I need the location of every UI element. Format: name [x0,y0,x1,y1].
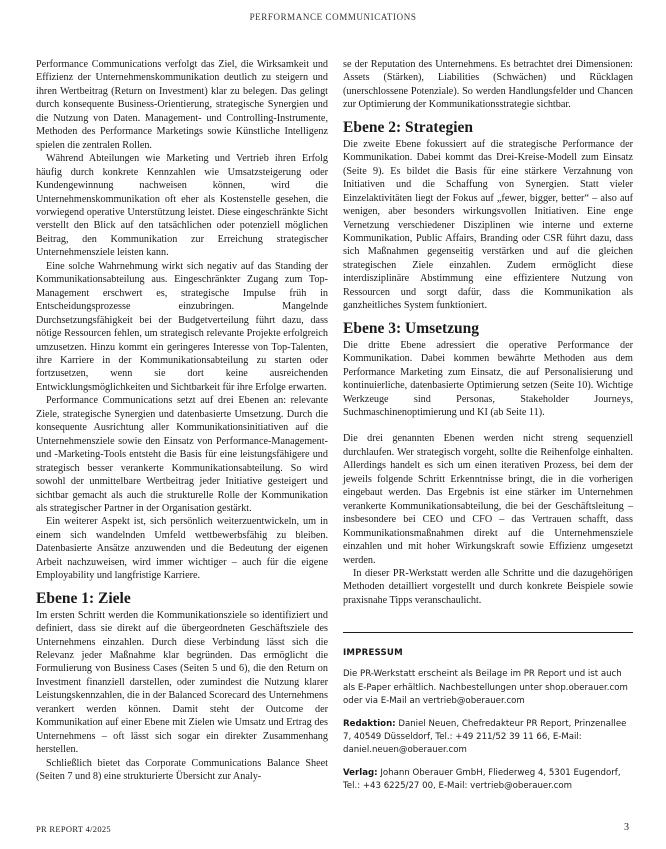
body-paragraph: Die dritte Ebene adressiert die operative Performance der Kommunikation. Dabei kommen bewährte Methoden aus dem Performance Marketing zum Einsatz, die auf Personalisierung und kontinuierliche, datenbasierte Optimierung setzen (Seite 10). Wichtige Werkzeuge sind Personas, Stakeholder Journeys, Suchmaschinenoptimierung und KI (ab Seite 11). [343,339,633,418]
body-paragraph: Performance Communications setzt auf drei Ebenen an: relevante Ziele, strategische Synergien und datenbasierte Umsetzung. Durch die konsequente Ausrichtung aller Kommunikationsinitiativen auf die Unternehmensziele sowie den Einsatz von Performance-Management- und -Marketing-Tools entsteht die Basis für eine leistungsfähigere und strategisch besser verankerte Kommunikationsabteilung. So wird sowohl der unmittelbare Wertbeitrag jeder Initiative gesteigert und sichtbar gemacht als auch die strukturelle Rolle der Kommunikation als strategischer Partner in der Organisation gestärkt. [36,395,328,514]
body-paragraph: Schließlich bietet das Corporate Communications Balance Sheet (Seiten 7 und 8) eine strukturierte Übersicht zur Analy- [36,757,328,783]
impressum-verlag [343,767,633,794]
impressum-redaktion [343,718,633,758]
body-paragraph: Eine solche Wahrnehmung wirkt sich negativ auf das Standing der Kommunikationsabteilung aus. Eingeschränkter Zugang zum Top-Management erschwert es, strategische Impulse früh in Entscheidungsprozesse einzubringen. Mangelnde Durchsetzungsfähigkeit bei der Budgetverteilung führt dazu, dass nötige Ressourcen fehlen, um strategisch relevante Projekte erfolgreich umzusetzen. Hinzu kommt ein geringeres Interesse von Top-Talenten, ihre Karriere in der Kommunikationsabteilung zu starten oder fortzusetzen, wenn sie dort keine ausreichenden Entwicklungsmöglichkeiten und Sichtbarkeit für ihre Erfolge erwarten. [36,260,328,393]
body-paragraph: Die drei genannten Ebenen werden nicht streng sequenziell durchlaufen. Wer strategisch vorgeht, sollte die Reihenfolge einhalten. Allerdings handelt es sich um einen iterativen Prozess, bei dem der jeweils folgende Schritt Erkenntnisse bringt, die in die vorherigen eingebaut werden. Das Ergebnis ist eine stärker im Unternehmen verankerte Kommunikationsabteilung, die bei der Geschäftsleitung – insbesondere bei CEO und CFO – das Vertrauen schafft, dass Kommunikationsmaßnahmen direkt auf die Unternehmensziele einzahlen und mit hoher Wirkungskraft sowie Effizienz umgesetzt werden. [343,433,633,566]
body-paragraph: Performance Communications verfolgt das Ziel, die Wirksamkeit und Effizienz der Unternehmenskommunikation deutlich zu steigern und ihren Wertbeitrag (Return on Investment) klar zu belegen. Das gelingt durch konsequente Business-Orientierung, strategische Synergien und die Nutzung von Daten. Management- und Controlling-Instrumente, Methoden des Performance Marketings sowie Künstliche Intelligenz spielen die zentralen Rollen. [36,59,328,151]
paragraph-spacer [343,419,633,432]
verlag-text: Johann Oberauer GmbH, Fliederweg 4, 5301 Eugendorf, Tel.: +43 6225/27 00, E-Mail: vertrieb@oberauer.com [343,767,621,792]
body-paragraph: Ein weiterer Aspekt ist, sich persönlich weiterzuentwickeln, um in einem sich wandelnden Umfeld wettbewerbsfähig zu bleiben. Datenbasierte Ansätze anzuwenden und die Bedeutung der eigenen Arbeit nachzuweisen, wird immer wichtiger – auch für die eigene Employability und langfristige Karriere. [36,516,328,582]
impressum-intro: Die PR-Werkstatt erscheint als Beilage im PR Report und ist auch als E-Paper erhältlich. Nachbestellungen unter shop.oberauer.com oder via E-Mail an vertrieb@oberauer.com [343,669,628,707]
issue-label: PR REPORT 4/2025 [36,824,111,834]
body-paragraph: Die zweite Ebene fokussiert auf die strategische Performance der Kommunikation. Dabei kommt das Drei-Kreise-Modell zum Einsatz (Seite 9). Es bildet die Basis für eine stärkere Verzahnung von Initiativen und die Schaffung von Synergien. Statt vieler Einzelaktivitäten liegt der Fokus auf „fewer, bigger, better“ – also auf wenigen, aber besonders wirkungsvollen Initiativen. Eine enge Vernetzung verschiedener Disziplinen wie interne und externe Kommunikation, Public Affairs, Branding oder CSR führt dazu, dass sich Maßnahmen gegenseitig verstärken und auf die gleichen strategischen Ziele einzahlen. Zudem ermöglicht diese interdisziplinäre Abstimmung eine effizientere Nutzung von Ressourcen und sorgt dafür, dass die Kommunikation als ganzheitliches System funktioniert. [343,138,633,312]
impressum-divider [343,632,633,633]
body-paragraph: In dieser PR-Werkstatt werden alle Schritte und die dazugehörigen Methoden detailliert vorgestellt und durch konkrete Beispiele sowie praxisnahe Tipps veranschaulicht. [343,567,633,606]
section-heading-ebene-2: Ebene 2: Strategien [343,118,474,136]
impressum-box [343,632,633,803]
body-paragraph: Während Abteilungen wie Marketing und Vertrieb ihren Erfolg häufig durch konkrete Kennzahlen wie Umsatzsteigerung oder Kundengewinnung nachweisen können, wird die Unternehmenskommunikation oft eher als Kostenstelle gesehen, die vorwiegend operative Unterstützung leistet. Diese eingeschränkte Sicht verstellt den Blick auf den tatsächlichen oder potenziell möglichen Beitrag, den Kommunikation zur Erreichung strategischer Unternehmensziele leisten kann. [36,153,328,259]
running-title: PERFORMANCE COMMUNICATIONS [249,12,417,22]
section-heading-ebene-3: Ebene 3: Umsetzung [343,319,480,337]
redaktion-text: Daniel Neuen, Chefredakteur PR Report, Prinzenallee 7, 40549 Düsseldorf, Tel.: +49 211/52 39 11 66, E-Mail: daniel.neuen@oberauer.com [343,718,627,756]
impressum-heading: IMPRESSUM [343,648,403,658]
body-paragraph: Im ersten Schritt werden die Kommunikationsziele so identifiziert und definiert, dass sie direkt auf die übergeordneten Geschäftsziele des Unternehmens einzahlen. Durch diese Verbindung lässt sich die Relevanz jeder Maßnahme klar begründen. Das ermöglicht die Formulierung von Business Cases (Seiten 5 und 6), die den Return on Investment finanziell darstellen, oder zumindest die Nutzung klarer Leistungskennzahlen, die in der Balanced Scorecard des Unternehmens verankert werden können. Damit steht der Outcome der Kommunikation auf einer Ebene mit Zielen wie Umsatz und Ertrag des Unternehmens – oft lässt sich sogar ein direkter Zusammenhang herstellen. [36,609,328,756]
page-number: 3 [624,822,629,833]
right-column [343,58,633,607]
body-paragraph: se der Reputation des Unternehmens. Es betrachtet drei Dimensionen: Assets (Stärken), Liabilities (Schwächen) und Rücklagen (unerschlossene Potenziale). So werden Handlungsfelder und Chancen zur Optimierung der Kommunikationsstrategie sichtbar. [343,59,633,111]
section-heading-ebene-1: Ebene 1: Ziele [36,589,131,607]
redaktion-label: Redaktion: [343,718,396,729]
verlag-label: Verlag: [343,767,378,778]
left-column [36,58,328,784]
